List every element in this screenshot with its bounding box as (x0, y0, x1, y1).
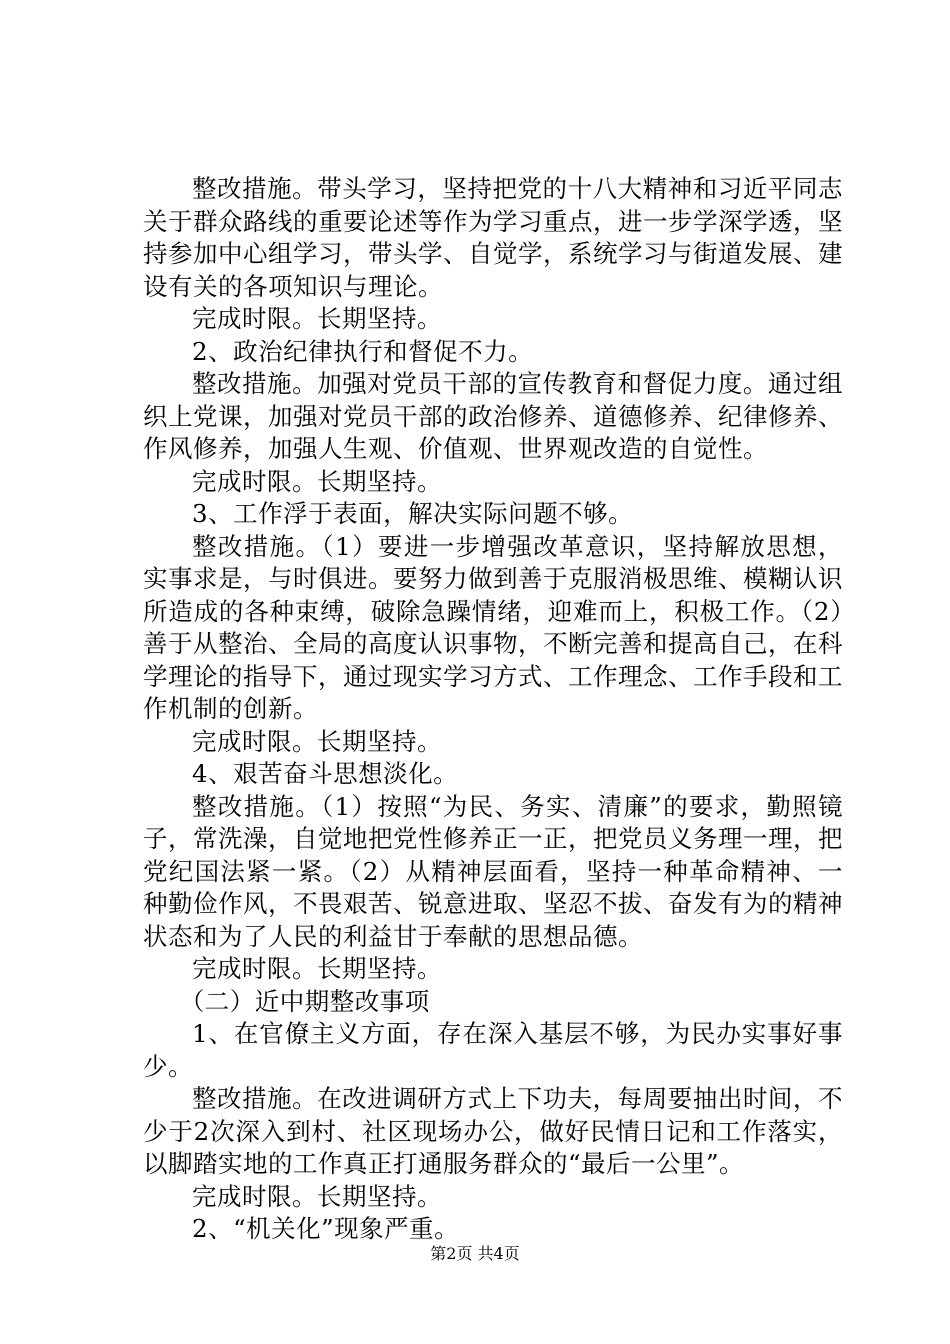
paragraph-measures-3: 整改措施。（1）要进一步增强改革意识，坚持解放思想，实事求是，与时俱进。要努力做到善于克服消极思维、模糊认识所造成的各种束缚，破除急躁情绪，迎难而上，积极工作。（2）善于从整治、全局的高度认识事物，不断完善和提高自己，在科学理论的指导下，通过现实学习方式、工作理念、工作手段和工作机制的创新。 (143, 531, 843, 723)
paragraph-deadline-1: 完成时限。长期坚持。 (192, 304, 442, 333)
paragraph-issue-3: 3、工作浮于表面，解决实际问题不够。 (192, 499, 634, 528)
paragraph-deadline-3: 完成时限。长期坚持。 (192, 726, 442, 756)
paragraph-deadline-2: 完成时限。长期坚持。 (192, 466, 442, 496)
paragraph-issue-5: 1、在官僚主义方面，存在深入基层不够，为民办实事好事少。 (143, 1019, 843, 1081)
document-body (143, 173, 843, 1246)
section-heading: （二）近中期整改事项 (179, 986, 430, 1016)
paragraph-measures-1: 整改措施。带头学习，坚持把党的十八大精神和习近平同志关于群众路线的重要论述等作为学习重点，进一步学深学透，坚持参加中心组学习，带头学、自觉学，系统学习与街道发展、建设有关的各项知识与理论。 (143, 174, 843, 301)
paragraph-measures-2: 整改措施。加强对党员干部的宣传教育和督促力度。通过组织上党课，加强对党员干部的政治修养、道德修养、纪律修养、作风修养，加强人生观、价值观、世界观改造的自觉性。 (143, 369, 843, 463)
paragraph-deadline-5: 完成时限。长期坚持。 (192, 1181, 442, 1211)
page-number-footer: 第2页 共4页 (430, 1244, 520, 1263)
paragraph-deadline-4: 完成时限。长期坚持。 (192, 954, 442, 983)
paragraph-measures-4: 整改措施。（1）按照“为民、务实、清廉”的要求，勤照镜子，常洗澡，自觉地把党性修养正一正，把党员义务理一理，把党纪国法紧一紧。（2）从精神层面看，坚持一种革命精神、一种勤俭作风，不畏艰苦、锐意进取、坚忍不拔、奋发有为的精神状态和为了人民的利益甘于奉献的思想品德。 (143, 791, 843, 951)
paragraph-issue-6: 2、“机关化”现象严重。 (192, 1214, 460, 1243)
paragraph-issue-2: 2、政治纪律执行和督促不力。 (192, 336, 534, 366)
paragraph-issue-4: 4、艰苦奋斗思想淡化。 (192, 759, 459, 788)
paragraph-measures-5: 整改措施。在改进调研方式上下功夫，每周要抽出时间，不少于2次深入到村、社区现场办公，做好民情日记和工作落实，以脚踏实地的工作真正打通服务群众的“最后一公里”。 (143, 1084, 843, 1178)
